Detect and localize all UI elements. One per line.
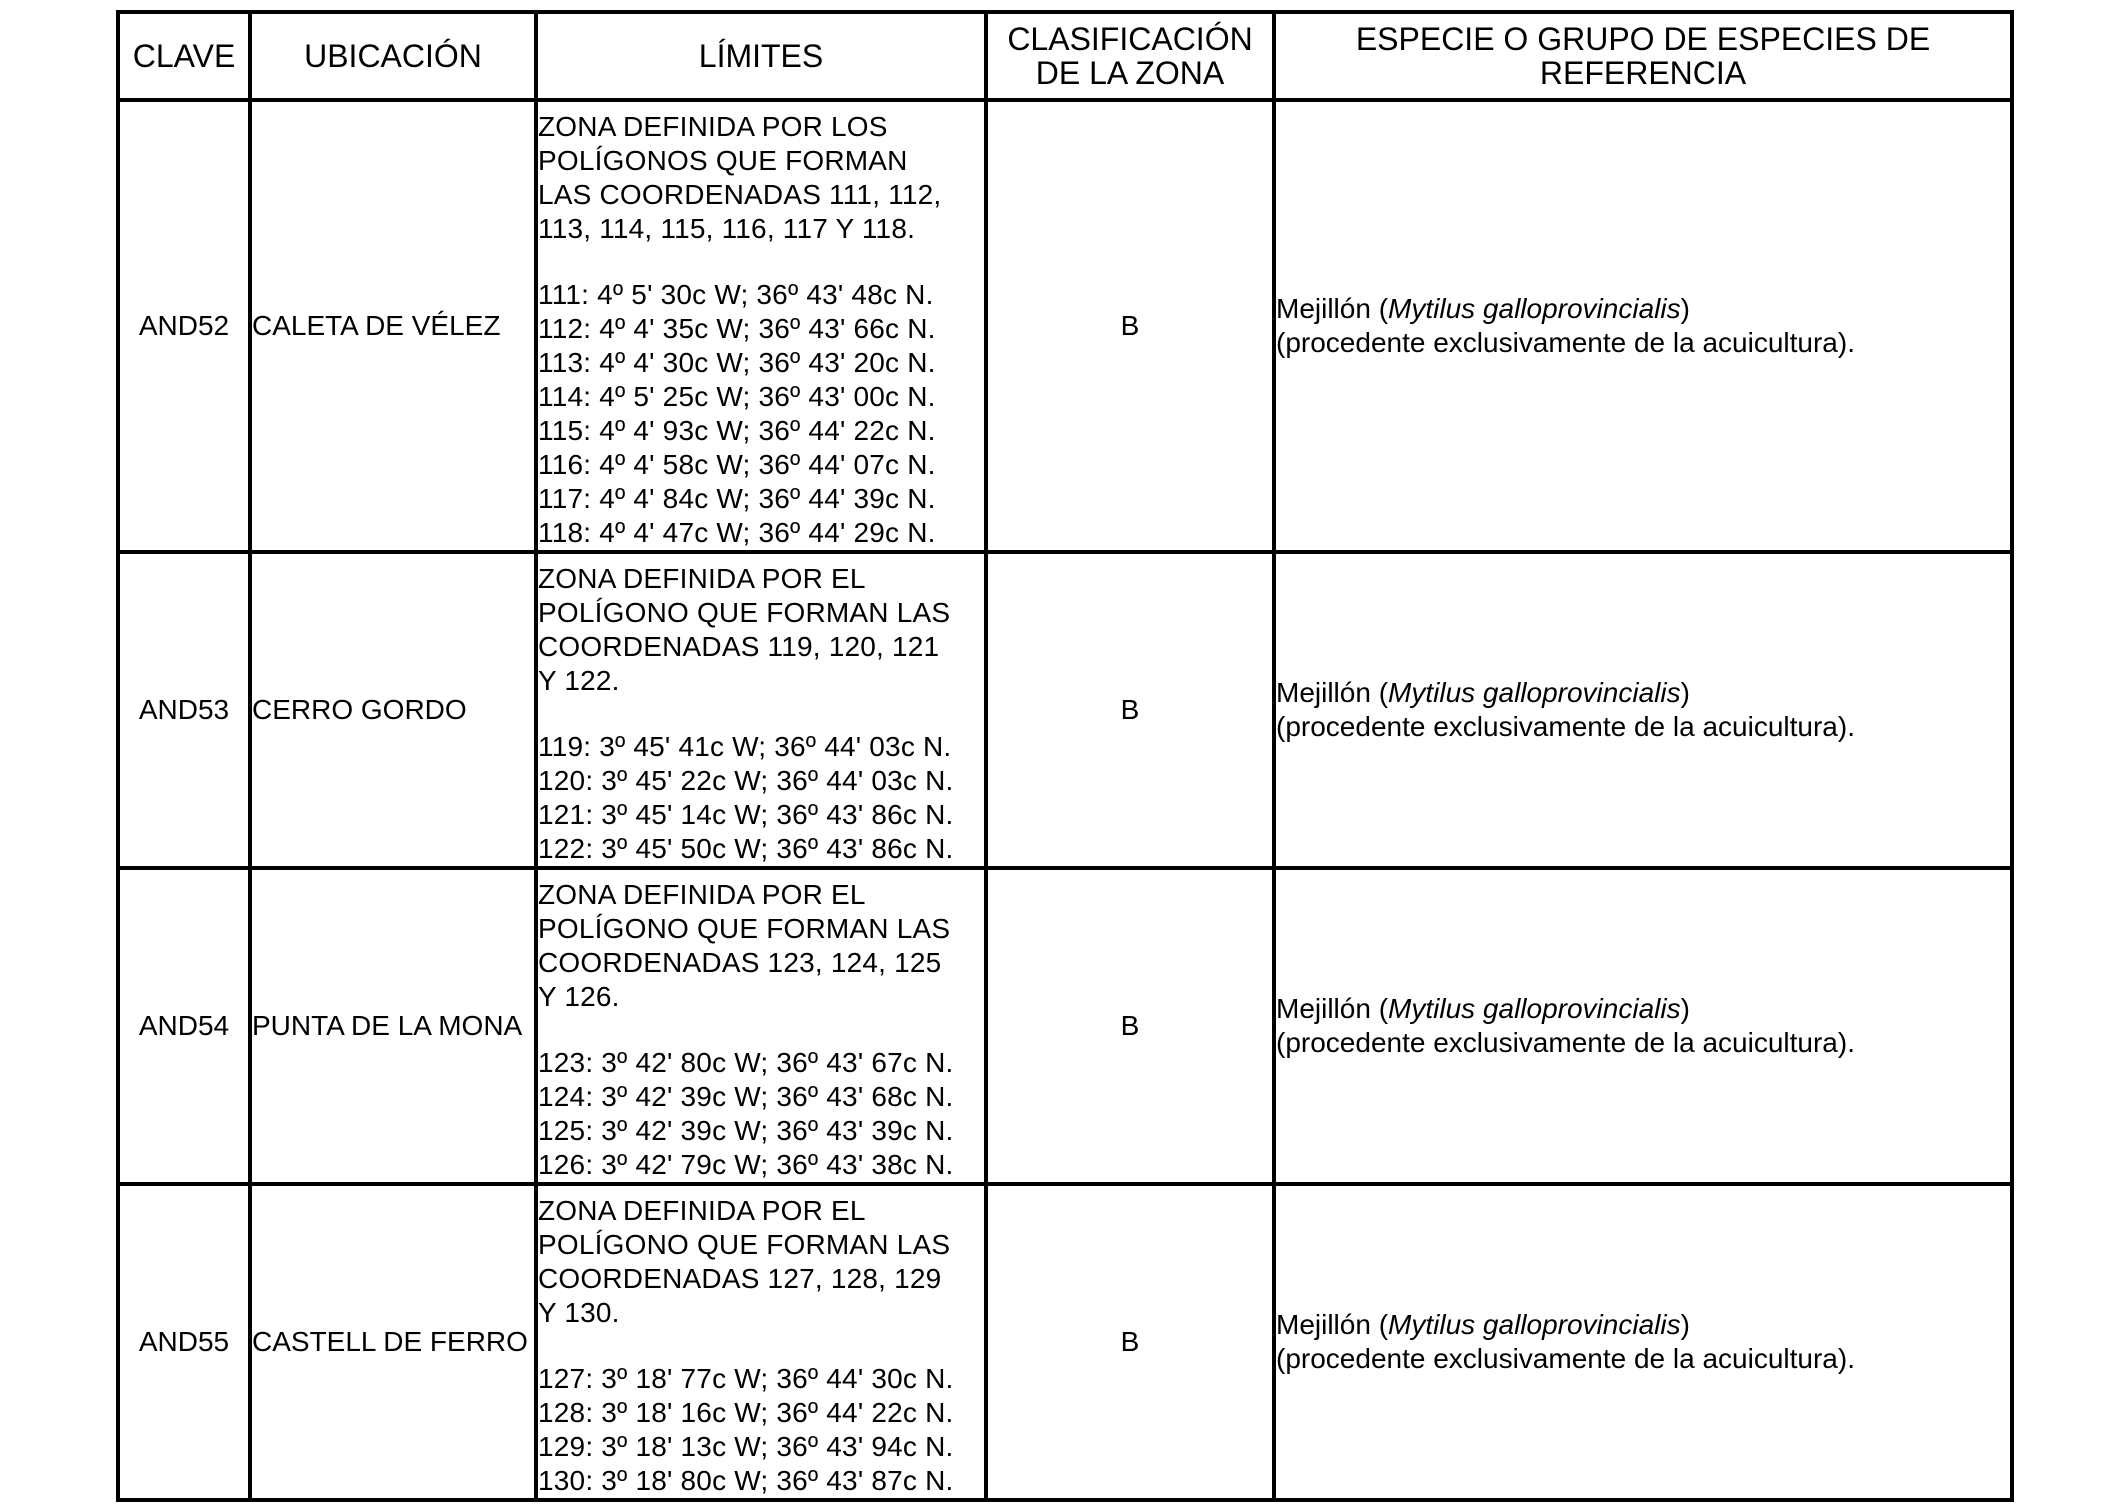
coordinate-line: 124: 3º 42' 39c W; 36º 43' 68c N. <box>538 1081 954 1112</box>
coordinate-line: 122: 3º 45' 50c W; 36º 43' 86c N. <box>538 833 954 864</box>
especie-line <box>1276 292 2010 326</box>
especie-note: (procedente exclusivamente de la acuicultura). <box>1276 1343 1855 1374</box>
cell-ubicacion: CERRO GORDO <box>250 552 536 868</box>
coordinate-line: 128: 3º 18' 16c W; 36º 44' 22c N. <box>538 1397 954 1428</box>
limites-intro-line: 113, 114, 115, 116, 117 Y 118. <box>538 213 916 244</box>
table-row <box>118 552 2012 868</box>
coordinate-line: 118: 4º 4' 47c W; 36º 44' 29c N. <box>538 517 936 548</box>
cell-especie <box>1274 868 2012 1184</box>
cell-limites <box>536 552 986 868</box>
cell-clave: AND53 <box>118 552 250 868</box>
limites-intro-line: POLÍGONO QUE FORMAN LAS <box>538 913 951 944</box>
coordinate-line: 114: 4º 5' 25c W; 36º 43' 00c N. <box>538 381 936 412</box>
limites-intro-line: COORDENADAS 119, 120, 121 <box>538 631 940 662</box>
coordinate-line: 111: 4º 5' 30c W; 36º 43' 48c N. <box>538 279 934 310</box>
header-clave: CLAVE <box>118 12 250 100</box>
especie-close-paren: ) <box>1680 677 1690 708</box>
cell-clave: AND54 <box>118 868 250 1184</box>
cell-especie <box>1274 100 2012 552</box>
coordinate-line: 112: 4º 4' 35c W; 36º 43' 66c N. <box>538 313 936 344</box>
coordinate-line: 126: 3º 42' 79c W; 36º 43' 38c N. <box>538 1149 954 1180</box>
cell-especie <box>1274 1184 2012 1500</box>
limites-intro-line: LAS COORDENADAS 111, 112, <box>538 179 942 210</box>
coordinate-line: 119: 3º 45' 41c W; 36º 44' 03c N. <box>538 731 952 762</box>
especie-note: (procedente exclusivamente de la acuicultura). <box>1276 327 1855 358</box>
cell-clasificacion: B <box>986 100 1274 552</box>
coordinate-line: 130: 3º 18' 80c W; 36º 43' 87c N. <box>538 1465 954 1496</box>
coordinate-line: 116: 4º 4' 58c W; 36º 44' 07c N. <box>538 449 936 480</box>
especie-scientific-name: Mytilus galloprovincialis <box>1388 1309 1681 1340</box>
especie-common-name: Mejillón ( <box>1276 677 1389 708</box>
especie-close-paren: ) <box>1680 1309 1690 1340</box>
especie-common-name: Mejillón ( <box>1276 1309 1389 1340</box>
especie-scientific-name: Mytilus galloprovincialis <box>1388 677 1681 708</box>
coordinate-line: 117: 4º 4' 84c W; 36º 44' 39c N. <box>538 483 936 514</box>
header-limites: LÍMITES <box>536 12 986 100</box>
coordinate-line: 113: 4º 4' 30c W; 36º 43' 20c N. <box>538 347 936 378</box>
especie-close-paren: ) <box>1680 993 1690 1024</box>
header-especie: ESPECIE O GRUPO DE ESPECIES DE REFERENCIA <box>1274 12 2012 100</box>
cell-clasificacion: B <box>986 1184 1274 1500</box>
zones-table <box>116 10 2014 1502</box>
especie-scientific-name: Mytilus galloprovincialis <box>1388 993 1681 1024</box>
limites-intro-line: ZONA DEFINIDA POR EL <box>538 879 866 910</box>
limites-intro-line: POLÍGONOS QUE FORMAN <box>538 145 908 176</box>
limites-intro-line: POLÍGONO QUE FORMAN LAS <box>538 1229 951 1260</box>
limites-intro-line: Y 122. <box>538 665 620 696</box>
cell-ubicacion: CALETA DE VÉLEZ <box>250 100 536 552</box>
especie-line <box>1276 676 2010 710</box>
cell-especie <box>1274 552 2012 868</box>
cell-clasificacion: B <box>986 552 1274 868</box>
especie-note: (procedente exclusivamente de la acuicultura). <box>1276 711 1855 742</box>
coordinate-line: 120: 3º 45' 22c W; 36º 44' 03c N. <box>538 765 954 796</box>
cell-clave: AND52 <box>118 100 250 552</box>
limites-intro-line: ZONA DEFINIDA POR EL <box>538 563 866 594</box>
cell-limites <box>536 100 986 552</box>
cell-clave: AND55 <box>118 1184 250 1500</box>
coordinate-line: 121: 3º 45' 14c W; 36º 43' 86c N. <box>538 799 954 830</box>
limites-intro-line: ZONA DEFINIDA POR LOS <box>538 111 888 142</box>
especie-line <box>1276 992 2010 1026</box>
especie-scientific-name: Mytilus galloprovincialis <box>1388 293 1681 324</box>
table-row <box>118 868 2012 1184</box>
header-clasificacion: CLASIFICACIÓN DE LA ZONA <box>986 12 1274 100</box>
header-row <box>118 12 2012 100</box>
cell-ubicacion: CASTELL DE FERRO <box>250 1184 536 1500</box>
coordinate-line: 123: 3º 42' 80c W; 36º 43' 67c N. <box>538 1047 954 1078</box>
limites-intro-line: COORDENADAS 123, 124, 125 <box>538 947 942 978</box>
coordinate-line: 129: 3º 18' 13c W; 36º 43' 94c N. <box>538 1431 954 1462</box>
table-row <box>118 100 2012 552</box>
especie-line <box>1276 1308 2010 1342</box>
limites-intro-line: ZONA DEFINIDA POR EL <box>538 1195 866 1226</box>
especie-close-paren: ) <box>1680 293 1690 324</box>
cell-limites <box>536 1184 986 1500</box>
especie-note: (procedente exclusivamente de la acuicultura). <box>1276 1027 1855 1058</box>
coordinate-line: 127: 3º 18' 77c W; 36º 44' 30c N. <box>538 1363 954 1394</box>
cell-clasificacion: B <box>986 868 1274 1184</box>
limites-intro-line: Y 126. <box>538 981 620 1012</box>
cell-ubicacion: PUNTA DE LA MONA <box>250 868 536 1184</box>
table-row <box>118 1184 2012 1500</box>
limites-intro-line: COORDENADAS 127, 128, 129 <box>538 1263 942 1294</box>
coordinate-line: 115: 4º 4' 93c W; 36º 44' 22c N. <box>538 415 936 446</box>
limites-intro-line: Y 130. <box>538 1297 620 1328</box>
especie-common-name: Mejillón ( <box>1276 993 1389 1024</box>
limites-intro-line: POLÍGONO QUE FORMAN LAS <box>538 597 951 628</box>
cell-limites <box>536 868 986 1184</box>
coordinate-line: 125: 3º 42' 39c W; 36º 43' 39c N. <box>538 1115 954 1146</box>
especie-common-name: Mejillón ( <box>1276 293 1389 324</box>
header-ubicacion: UBICACIÓN <box>250 12 536 100</box>
